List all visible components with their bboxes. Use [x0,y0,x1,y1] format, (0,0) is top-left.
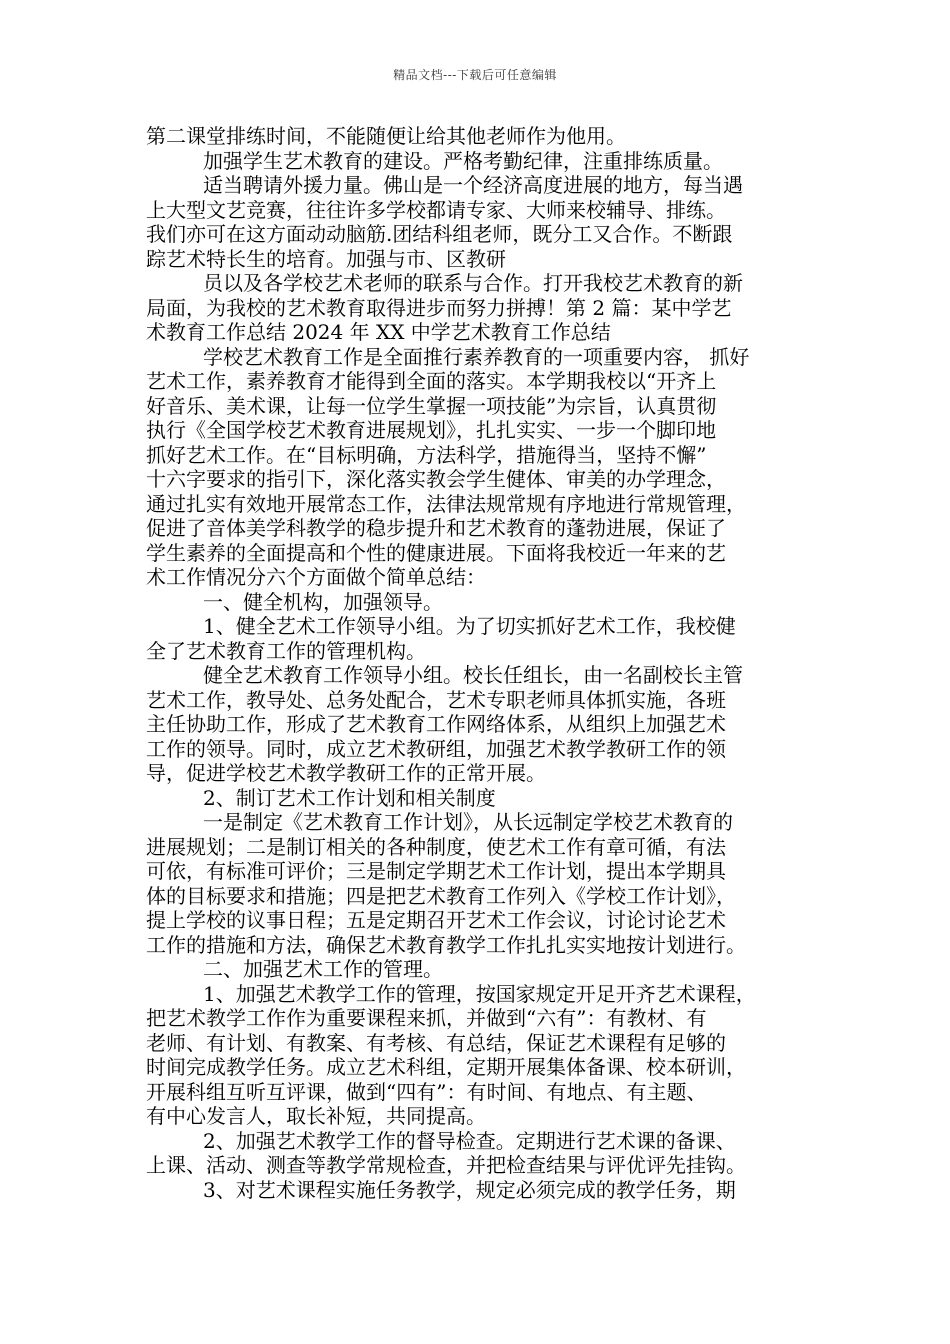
text-line: 主任协助工作，形成了艺术教育工作网络体系，从组织上加强艺术 [146,712,726,736]
text-line: 工作的领导。同时，成立艺术教研组，加强艺术教学教研工作的领 [146,736,726,761]
text-line: 抓好艺术工作。在“目标明确，方法科学，措施得当，坚持不懈” [146,442,707,467]
text-line: 有中心发言人，取长补短，共同提高。 [146,1104,486,1128]
text-line: 上课、活动、测查等教学常规检查，并把检查结果与评优评先挂钩。 [146,1153,746,1177]
text-line: 开展科组互听互评课，做到“四有”：有时间、有地点、有主题、 [146,1079,707,1104]
text-line: 2、加强艺术教学工作的督导检查。定期进行艺术课的备课、 [203,1128,736,1153]
text-line: 通过扎实有效地开展常态工作，法律法规常规有序地进行常规管理， [146,491,746,516]
text-line: 我们亦可在这方面动动脑筋.团结科组老师，既分工又合作。不断跟 [146,222,733,246]
text-line: 学生素养的全面提高和个性的健康进展。下面将我校近一年来的艺 [146,540,726,565]
text-line: 1、加强艺术教学工作的管理，按国家规定开足开齐艺术课程， [203,981,756,1006]
text-line: 一是制定《艺术教育工作计划》，从长远制定学校艺术教育的 [203,810,733,834]
text-line: 一、健全机构，加强领导。 [203,589,443,614]
text-line: 员以及各学校艺术老师的联系与合作。打开我校艺术教育的新 [203,271,743,295]
text-line: 体的目标要求和措施；四是把艺术教育工作列入《学校工作计划》， [146,883,736,908]
text-line: 把艺术教学工作作为重要课程来抓，并做到“六有”：有教材、有 [146,1006,707,1030]
text-line: 术工作情况分六个方面做个简单总结： [146,565,486,589]
text-line: 加强学生艺术教育的建设。严格考勤纪律，注重排练质量。 [203,148,723,173]
text-line: 执行《全国学校艺术教育进展规划》，扎扎实实、一步一个脚印地 [146,418,716,442]
text-line: 局面，为我校的艺术教育取得进步而努力拼搏！第 2 篇：某中学艺 [146,295,732,320]
text-line: 提上学校的议事日程；五是定期召开艺术工作会议，讨论讨论艺术 [146,908,726,932]
text-line: 术教育工作总结 2024 年 XX 中学艺术教育工作总结 [146,320,611,344]
text-line: 健全艺术教育工作领导小组。校长任组长，由一名副校长主管 [203,663,743,687]
text-line: 第二课堂排练时间，不能随便让给其他老师作为他用。 [146,124,626,148]
text-line: 艺术工作，教导处、总务处配合，艺术专职老师具体抓实施，各班 [146,687,726,712]
text-line: 促进了音体美学科教学的稳步提升和艺术教育的蓬勃进展，保证了 [146,516,726,540]
text-line: 工作的措施和方法，确保艺术教育教学工作扎扎实实地按计划进行。 [146,932,746,957]
text-line: 老师、有计划、有教案、有考核、有总结，保证艺术课程有足够的 [146,1030,726,1055]
text-line: 学校艺术教育工作是全面推行素养教育的一项重要内容， 抓好 [203,344,750,369]
text-line: 1、健全艺术工作领导小组。为了切实抓好艺术工作，我校健 [203,614,736,638]
text-line: 进展规划；二是制订相关的各种制度，使艺术工作有章可循，有法 [146,834,726,859]
document-body [146,124,806,1202]
text-line: 适当聘请外援力量。佛山是一个经济高度进展的地方，每当遇 [203,173,743,197]
text-line: 上大型文艺竞赛，往往许多学校都请专家、大师来校辅导、排练。 [146,197,726,222]
text-line: 踪艺术特长生的培育。加强与市、区教研 [146,246,506,271]
page-header: 精品文档---下载后可任意编辑 [393,68,557,82]
text-line: 2、制订艺术工作计划和相关制度 [203,785,496,810]
text-line: 时间完成教学任务。成立艺术科组，定期开展集体备课、校本研训， [146,1055,746,1079]
text-line: 导，促进学校艺术教学教研工作的正常开展。 [146,761,546,785]
text-line: 可依，有标准可评价；三是制定学期艺术工作计划，提出本学期具 [146,859,726,883]
text-line: 艺术工作，素养教育才能得到全面的落实。本学期我校以“开齐上 [146,369,717,393]
text-line: 全了艺术教育工作的管理机构。 [146,638,426,663]
text-line: 好音乐、美术课，让每一位学生掌握一项技能”为宗旨，认真贯彻 [146,393,717,418]
text-line: 十六字要求的指引下，深化落实教会学生健体、审美的办学理念， [146,467,726,491]
text-line: 二、加强艺术工作的管理。 [203,957,443,981]
text-line: 3、对艺术课程实施任务教学，规定必须完成的教学任务，期 [203,1177,736,1202]
